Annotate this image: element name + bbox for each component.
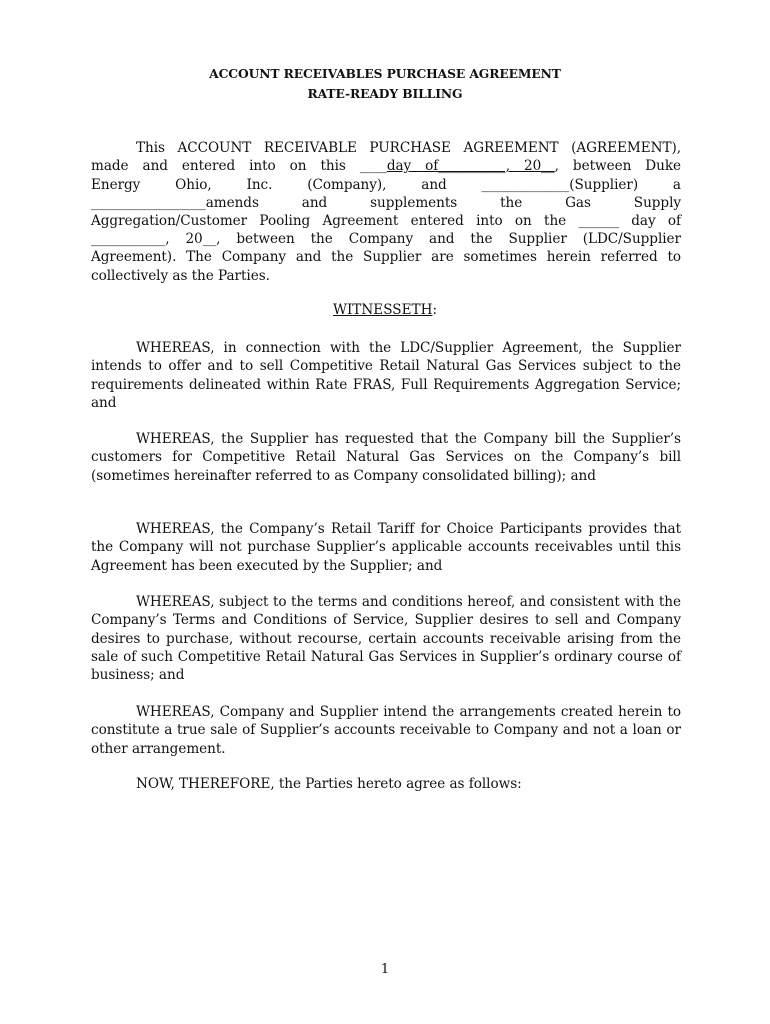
whereas-paragraph-3: WHEREAS, the Company’s Retail Tariff for Choice Participants provides that the Company will not purchase Supplier’s applicable accounts receivables until this Agreement has been executed by the Supplier; and bbox=[91, 521, 681, 574]
intro-line-6: ___________, 20__, between the Company and the Supplier (LDC/Supplier bbox=[91, 231, 681, 247]
intro-line-8: collectively as the Parties. bbox=[91, 268, 270, 284]
whereas-paragraph-4: WHEREAS, subject to the terms and conditions hereof, and consistent with the Company’s Terms and Conditions of Service, Supplier desires to sell and Company desires to purchase, without recourse, certain accounts receivable arising from the sale of such Competitive Retail Natural Gas Services in Supplier’s ordinary course of business; and bbox=[91, 594, 681, 684]
witnesseth-heading: WITNESSETH: bbox=[332, 302, 438, 318]
intro-line-2: made and entered into on this ____day of__________, 20__, between Duke bbox=[91, 158, 681, 174]
intro-line-5: Aggregation/Customer Pooling Agreement entered into on the ______ day of bbox=[91, 213, 681, 229]
document-title: ACCOUNT RECEIVABLES PURCHASE AGREEMENT bbox=[209, 66, 561, 81]
whereas-paragraph-1: WHEREAS, in connection with the LDC/Supplier Agreement, the Supplier intends to offer and to sell Competitive Retail Natural Gas Services subject to the requirements delineated within Rate FRAS, Full Requirements Aggregation Service; and bbox=[91, 340, 681, 411]
intro-line-3: Energy Ohio, Inc. (Company), and _____________(Supplier) a bbox=[91, 177, 681, 193]
whereas-paragraph-2: WHEREAS, the Supplier has requested that the Company bill the Supplier’s customers for Competitive Retail Natural Gas Services on the Company’s bill (sometimes hereinafter referred to as Company consolidated billing); and bbox=[91, 431, 681, 484]
page-number: 1 bbox=[380, 962, 390, 977]
intro-line-4: _________________amends and supplements the Gas Supply bbox=[91, 195, 681, 211]
intro-line-1: This ACCOUNT RECEIVABLE PURCHASE AGREEMENT (AGREEMENT), bbox=[136, 140, 681, 156]
document-subtitle: RATE-READY BILLING bbox=[307, 86, 463, 101]
now-therefore-clause: NOW, THEREFORE, the Parties hereto agree as follows: bbox=[136, 776, 522, 792]
intro-line-7: Agreement). The Company and the Supplier are sometimes herein referred to bbox=[91, 249, 681, 265]
whereas-paragraph-5: WHEREAS, Company and Supplier intend the arrangements created herein to constitute a true sale of Supplier’s accounts receivable to Company and not a loan or other arrangement. bbox=[91, 704, 681, 757]
